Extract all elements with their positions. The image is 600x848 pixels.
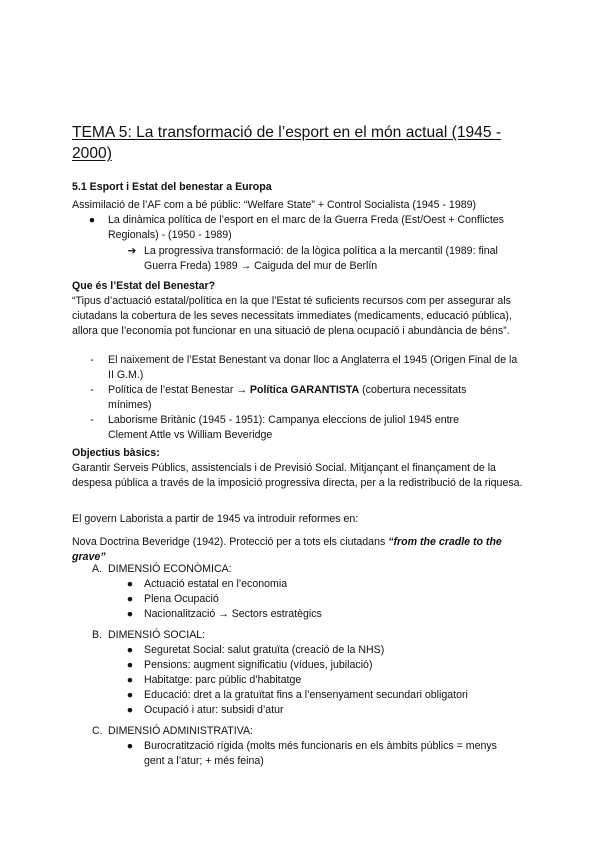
bullet-text: La dinàmica política de l’esport en el marc de la Guerra Freda (Est/Oest + Conflictes Regionals) - (1950 - 1989) bbox=[108, 214, 504, 242]
intro-line: Assimilació de l’AF com a bé públic: “Welfare State” + Control Socialista (1945 - 1989) bbox=[72, 199, 477, 211]
dash-icon: - bbox=[90, 414, 94, 426]
dimension-label: DIMENSIÓ ECONÒMICA: bbox=[108, 563, 232, 575]
question-heading: Que és l’Estat del Benestar? bbox=[72, 280, 216, 292]
page-title: TEMA 5: La transformació de l’esport en el món actual (1945 - 2000) bbox=[72, 124, 502, 162]
definition-text: “Tipus d’actuació estatal/política en la que l’Estat té suficients recursos com per assegurar als ciutadans la cobertura de les seves necessitats immediates (medicaments, educació pública), allora que l’economia pot funcionar en una situació de plena ocupació i abundància de béns”. bbox=[72, 295, 512, 338]
dimension-letter: A. bbox=[92, 563, 103, 575]
bullet-icon: ● bbox=[126, 689, 134, 701]
bullet-icon: ● bbox=[88, 214, 96, 226]
dash-icon: - bbox=[90, 354, 94, 366]
bullet-icon: ● bbox=[126, 674, 134, 686]
arrow-text: La progressiva transformació: de la lògica política a la mercantil (1989: final Guerra Freda) 1989 → Caiguda del mur de Berlín bbox=[144, 245, 498, 273]
dimension-letter: B. bbox=[92, 629, 103, 641]
dash-text: Laborisme Britànic (1945 - 1951): Campanya eleccions de juliol 1945 entre Clement Attle vs William Beveridge bbox=[108, 414, 459, 442]
bullet-icon: ● bbox=[126, 578, 134, 590]
bullet-icon: ● bbox=[126, 644, 134, 656]
doctrine-text: Nova Doctrina Beveridge (1942). Protecció per a tots els ciutadans “from the cradle to the grave” bbox=[72, 536, 502, 564]
dimension-label: DIMENSIÓ SOCIAL: bbox=[108, 629, 206, 641]
bullet-icon: ● bbox=[126, 740, 134, 752]
govern-text: El govern Laborista a partir de 1945 va introduir reformes en: bbox=[72, 513, 359, 525]
bullet-icon: ● bbox=[126, 608, 134, 620]
objectives-heading: Objectius bàsics: bbox=[72, 447, 160, 459]
bullet-icon: ● bbox=[126, 659, 134, 671]
dimension-letter: C. bbox=[92, 725, 103, 737]
bullet-icon: ● bbox=[126, 704, 134, 716]
dash-icon: - bbox=[90, 384, 94, 396]
objectives-text: Garantir Serveis Públics, assistencials i de Previsió Social. Mitjançant el finançament de la despesa pública a través de la imposició progressiva directa, per a la redistribució de la riquesa. bbox=[72, 462, 523, 490]
arrow-bullet-icon: ➔ bbox=[127, 245, 137, 257]
dimension-label: DIMENSIÓ ADMINISTRATIVA: bbox=[108, 725, 253, 737]
dash-text: El naixement de l’Estat Benestant va donar lloc a Anglaterra el 1945 (Origen Final de la II G.M.) bbox=[108, 354, 518, 382]
section-heading: 5.1 Esport i Estat del benestar a Europa bbox=[72, 181, 272, 193]
bullet-icon: ● bbox=[126, 593, 134, 605]
dash-text: Política de l’estat Benestar → Política GARANTISTA (cobertura necessitats mínimes) bbox=[108, 384, 467, 412]
